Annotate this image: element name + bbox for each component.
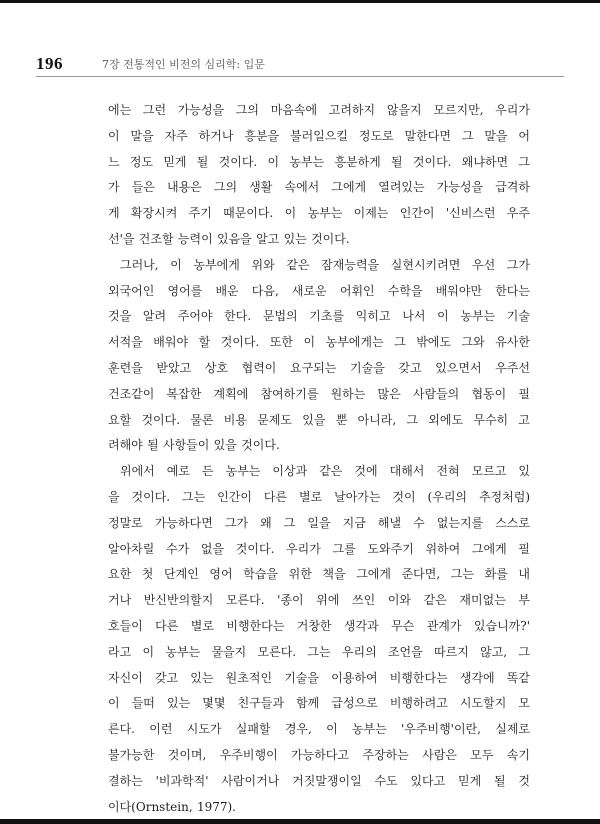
text-line: 외국어인 영어를 배운 다음, 새로운 어휘인 수학을 배워야만 한다는	[108, 283, 530, 298]
text-line: 에는 그런 가능성을 그의 마음속에 고려하지 않을지 모르지만, 우리가	[108, 103, 530, 117]
text-line: 이다(Ornstein, 1977).	[108, 799, 236, 814]
paragraph	[108, 253, 530, 459]
text-line: 거나 반신반의할지 모른다. '종이 위에 쓰인 이와 같은 재미없는 부	[108, 593, 530, 608]
text-line: 가 들은 내용은 그의 생활 속에서 그에게 열려있는 가능성을 급격하	[108, 180, 530, 195]
header-rule	[36, 76, 564, 77]
text-line: 서적을 배워야 할 것이다. 또한 이 농부에게는 그 밖에도 그와 유사한	[108, 335, 530, 350]
text-line: 정말로 가능하다면 그가 왜 그 일을 지금 해낼 수 없는지를 스스로	[108, 515, 530, 530]
page-number: 196	[36, 54, 63, 73]
text-line: 호들이 다른 별로 비행한다는 거창한 생각과 무슨 관계가 있습니까?'	[108, 618, 530, 633]
text-line: 알아차릴 수가 없을 것이다. 우리가 그를 도와주기 위하여 그에게 필	[108, 541, 530, 556]
text-line: 른다. 이런 시도가 실패할 경우, 이 농부는 '우주비행'이란, 실제로	[108, 722, 530, 737]
running-header	[36, 52, 564, 78]
text-line: 선'을 건조할 능력이 있음을 알고 있는 것이다.	[108, 231, 350, 246]
text-line: 결하는 '비과학적' 사람이거나 거짓말쟁이일 수도 있다고 믿게 될 것	[108, 773, 530, 788]
text-line: 요한 첫 단계인 영어 학습을 위한 책을 그에게 준다면, 그는 화를 내	[108, 567, 530, 582]
paragraph	[108, 98, 530, 253]
text-line: 위에서 예로 든 농부는 이상과 같은 것에 대해서 전혀 모르고 있	[120, 464, 530, 479]
text-line: 이 들떠 있는 몇몇 친구들과 함께 급성으로 비행하려고 시도할지 모	[108, 696, 530, 711]
text-line: 것을 알려 주어야 한다. 문법의 기초를 익히고 나서 이 농부는 기술	[108, 309, 530, 324]
text-line: 건조같이 복잡한 계획에 참여하기를 원하는 많은 사람들의 협동이 필	[108, 386, 530, 401]
text-line: 느 정도 믿게 될 것이다. 이 농부는 흥분하게 될 것이다. 왜냐하면 그	[108, 154, 530, 169]
text-line: 훈련을 받았고 상호 협력이 요구되는 기술을 갖고 있으면서 우주선	[108, 360, 530, 375]
body-text	[108, 98, 530, 820]
text-line: 이 말을 자주 하거나 흥분을 불러일으킬 정도로 말한다면 그 말을 어	[108, 128, 530, 143]
text-line: 그러나, 이 농부에게 위와 같은 잠재능력을 실현시키려면 우선 그가	[120, 257, 530, 272]
text-line: 자신이 갖고 있는 원초적인 기술을 이용하여 비행한다는 생각에 똑같	[108, 670, 530, 685]
text-line: 려해야 될 사항들이 있을 것이다.	[108, 438, 280, 453]
bottom-border-rule	[0, 819, 600, 824]
running-title: 7장 전통적인 비전의 심리학: 입문	[102, 58, 265, 71]
top-border-rule	[0, 0, 600, 3]
text-line: 불가능한 것이며, 우주비행이 가능하다고 주장하는 사람은 모두 속기	[108, 747, 530, 762]
text-line: 요할 것이다. 물론 비용 문제도 있을 뿐 아니라, 그 외에도 무수히 고	[108, 412, 530, 427]
paragraph	[108, 459, 530, 820]
text-line: 라고 이 농부는 물을지 모른다. 그는 우리의 조언을 따르지 않고, 그	[108, 644, 530, 659]
text-line: 을 것이다. 그는 인간이 다른 별로 날아가는 것이 (우리의 추정처럼)	[108, 489, 530, 504]
text-line: 게 확장시켜 주기 때문이다. 이 농부는 이제는 인간이 '신비스런 우주	[108, 206, 530, 221]
